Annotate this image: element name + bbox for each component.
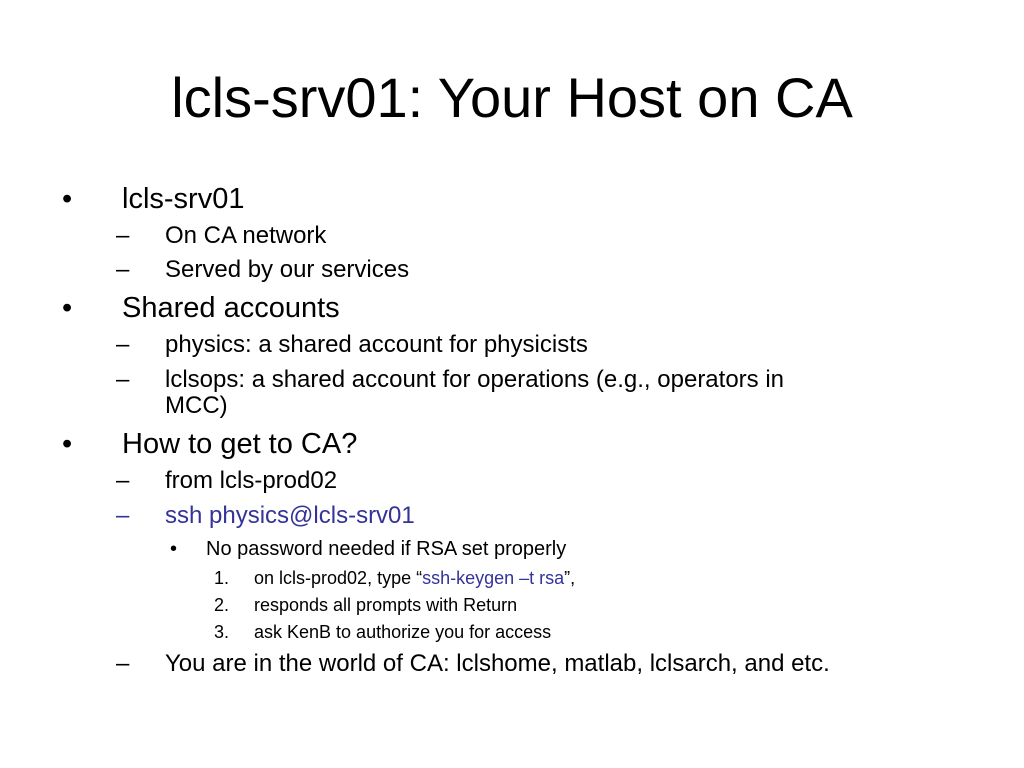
dash-marker: – [116, 467, 130, 494]
ssh-keygen-command: ssh-keygen –t rsa [422, 568, 565, 588]
dash-marker: – [116, 256, 130, 283]
step-return-prompts: responds all prompts with Return [254, 595, 518, 615]
dash-marker: – [116, 502, 130, 529]
step-keygen-prefix: on lcls-prod02, type “ [254, 568, 423, 588]
step-keygen [254, 567, 575, 589]
dash-marker: – [116, 222, 130, 249]
step-ask-kenb: ask KenB to authorize you for access [254, 622, 552, 642]
bullet-shared-accounts: Shared accounts [122, 292, 340, 324]
tertiary-no-password: No password needed if RSA set properly [206, 538, 567, 560]
sub-physics-account: physics: a shared account for physicists [165, 331, 588, 358]
sub-ssh-command: ssh physics@lcls-srv01 [165, 502, 415, 529]
bullet-lcls-srv01: lcls-srv01 [122, 183, 245, 215]
bullet-marker: • [62, 428, 73, 460]
sub-lclsops-account-line1: lclsops: a shared account for operations (e.g., operators in [165, 366, 785, 393]
sub-world-of-ca: You are in the world of CA: lclshome, matlab, lclsarch, and etc. [165, 650, 830, 677]
step-number: 2. [214, 595, 230, 615]
bullet-marker: • [62, 183, 73, 215]
sub-from-lcls-prod02: from lcls-prod02 [165, 467, 338, 494]
bullet-marker: • [62, 292, 73, 324]
dash-marker: – [116, 366, 130, 393]
step-number: 1. [214, 568, 230, 588]
sub-lclsops-account-line2: MCC) [165, 392, 228, 419]
dash-marker: – [116, 650, 130, 677]
step-number: 3. [214, 622, 230, 642]
dash-marker: – [116, 331, 130, 358]
bullet-marker: • [170, 538, 178, 560]
sub-on-ca-network: On CA network [165, 222, 327, 249]
step-keygen-suffix: ”, [564, 568, 576, 588]
slide-title: lcls-srv01: Your Host on CA [171, 66, 853, 129]
bullet-how-to-get-to-ca: How to get to CA? [122, 428, 358, 460]
sub-served-by-services: Served by our services [165, 256, 410, 283]
